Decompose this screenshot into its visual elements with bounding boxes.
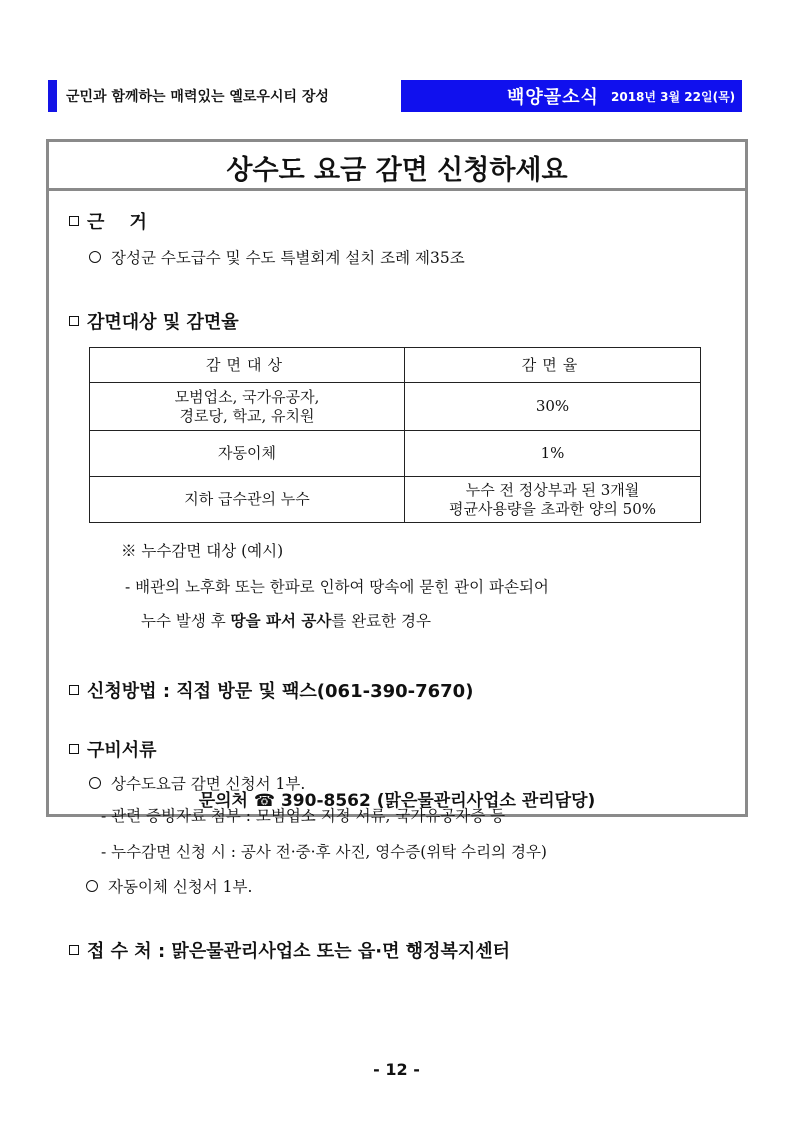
documents-item: 자동이체 신청서 1부.	[86, 875, 252, 897]
section-documents-heading: 구비서류	[69, 736, 157, 762]
section-reception-heading: 접 수 처 : 맑은물관리사업소 또는 읍·면 행정복지센터	[69, 937, 510, 963]
header-slogan: 군민과 함께하는 매력있는 옐로우시티 장성	[66, 89, 329, 105]
table-header-target: 감면대상	[90, 348, 405, 383]
documents-subitem: - 관련 증빙자료 첨부 : 모범업소 지정 서류, 국가유공자증 등	[101, 807, 506, 825]
discount-table	[89, 347, 701, 523]
table-row	[90, 431, 701, 477]
emphasis-text: 땅을 파서 공사	[230, 611, 332, 630]
contact-info: 문의처 ☎ 390-8562 (맑은물관리사업소 관리담당)	[198, 791, 596, 811]
checkbox-square-icon	[69, 744, 79, 754]
page-number: - 12 -	[373, 1060, 420, 1079]
header-date-panel	[401, 80, 742, 112]
table-header-row	[90, 348, 701, 383]
header-accent-bar	[48, 80, 57, 112]
checkbox-square-icon	[69, 945, 79, 955]
newsletter-header	[48, 80, 742, 112]
leak-note-line: - 배관의 노후화 또는 한파로 인하여 땅속에 묻힌 관이 파손되어	[125, 578, 549, 596]
documents-item: 상수도요금 감면 신청서 1부.	[89, 772, 305, 794]
circle-bullet-icon	[86, 880, 98, 892]
table-cell-target: 지하 급수관의 누수	[90, 477, 405, 523]
page-title: 상수도 요금 감면 신청하세요	[226, 155, 568, 186]
checkbox-square-icon	[69, 216, 79, 226]
circle-bullet-icon	[89, 251, 101, 263]
documents-subitem: - 누수감면 신청 시 : 공사 전·중·후 사진, 영수증(위탁 수리의 경우)	[101, 843, 547, 861]
newsletter-name: 백양골소식	[507, 87, 599, 108]
table-row	[90, 477, 701, 523]
section-targets-heading: 감면대상 및 감면율	[69, 308, 239, 334]
section-method-heading: 신청방법 : 직접 방문 및 팩스(061-390-7670)	[69, 677, 473, 703]
article-frame	[46, 139, 748, 817]
checkbox-square-icon	[69, 316, 79, 326]
issue-date: 2018년 3월 22일(목)	[611, 90, 736, 104]
leak-note-heading: ※ 누수감면 대상 (예시)	[121, 542, 284, 560]
table-row	[90, 383, 701, 431]
table-cell-rate: 누수 전 정상부과 된 3개월 평균사용량을 초과한 양의 50%	[405, 477, 701, 523]
table-cell-rate: 1%	[405, 431, 701, 477]
table-header-rate: 감면율	[405, 348, 701, 383]
table-cell-target: 모범업소, 국가유공자, 경로당, 학교, 유치원	[90, 383, 405, 431]
table-cell-target: 자동이체	[90, 431, 405, 477]
section-basis-heading: 근 거	[69, 208, 147, 234]
leak-note-line: 누수 발생 후 땅을 파서 공사를 완료한 경우	[141, 611, 431, 630]
table-cell-rate: 30%	[405, 383, 701, 431]
title-bar	[49, 142, 745, 191]
basis-item: 장성군 수도급수 및 수도 특별회계 설치 조례 제35조	[89, 246, 465, 268]
checkbox-square-icon	[69, 685, 79, 695]
